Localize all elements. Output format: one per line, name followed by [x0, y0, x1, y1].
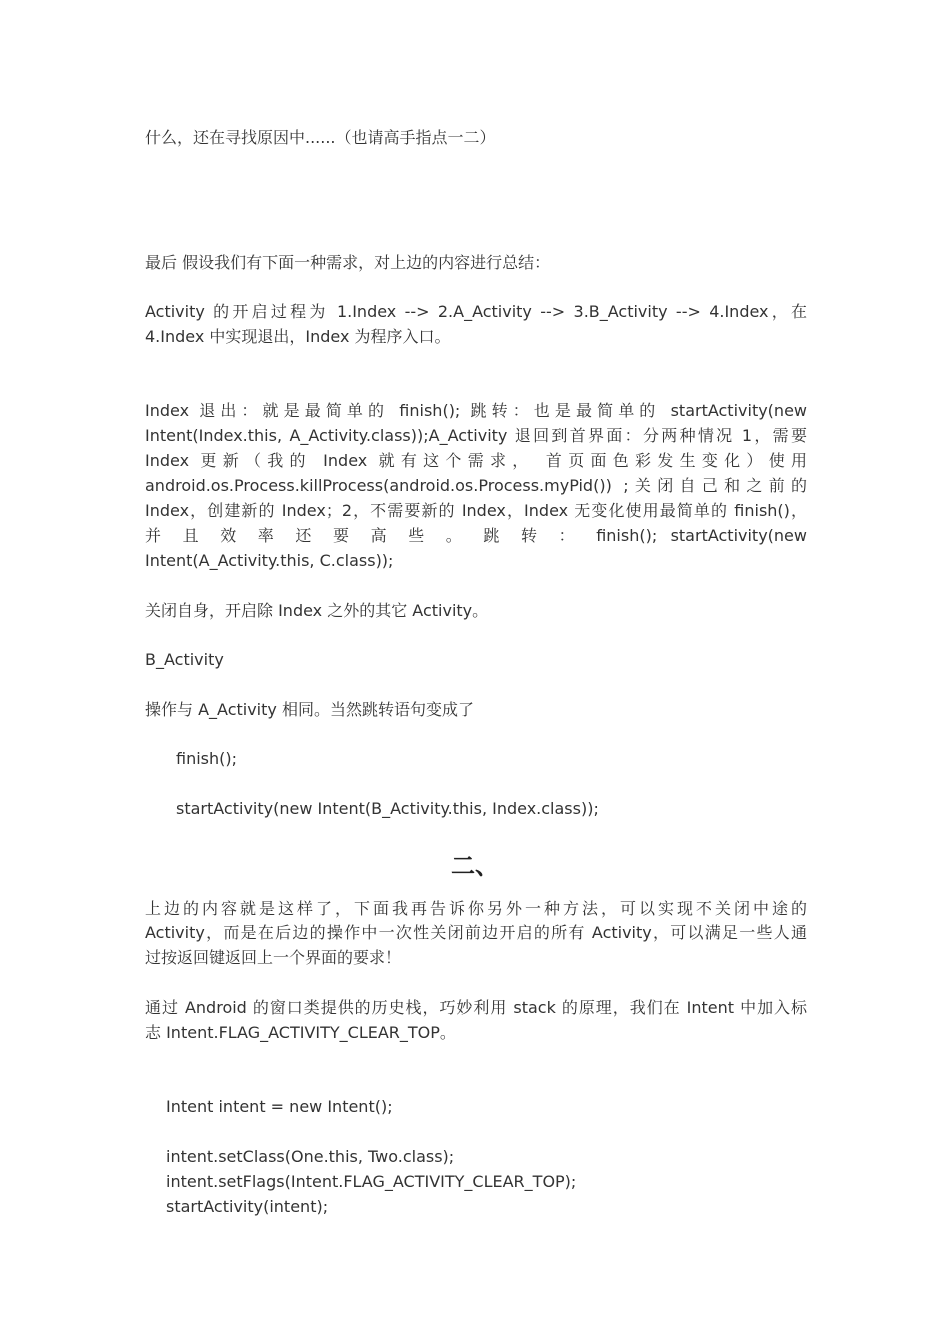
paragraph-line: 上边的内容就是这样了，下面我再告诉你另外一种方法，可以实现不关闭中途的 — [145, 899, 807, 918]
paragraph-line: 过按返回键返回上一个界面的要求！ — [145, 948, 402, 967]
code-line: intent.setFlags(Intent.FLAG_ACTIVITY_CLEAR_TOP); — [166, 1172, 577, 1191]
paragraph-line: Activity 的开启过程为 1.Index --> 2.A_Activity --> 3.B_Activity --> 4.Index，在 — [145, 302, 807, 321]
paragraph-line: 通过 Android 的窗口类提供的历史栈，巧妙利用 stack 的原理，我们在 Intent 中加入标 — [145, 998, 807, 1017]
paragraph-line: Intent(Index.this, A_Activity.class));A_Activity 退回到首界面：分两种情况 1，需要 — [145, 426, 807, 445]
section-heading: 二、 — [451, 851, 499, 880]
code-line: startActivity(intent); — [166, 1197, 329, 1216]
paragraph-line: 并 且 效 率 还 要 高 些 。 跳 转 ： finish(); startActivity(new — [145, 526, 807, 545]
paragraph-line: Intent(A_Activity.this, C.class)); — [145, 551, 394, 570]
paragraph-line: Index 退出：就是最简单的 finish(); 跳转：也是最简单的 startActivity(new — [145, 401, 807, 420]
code-line: intent.setClass(One.this, Two.class); — [166, 1147, 455, 1166]
paragraph-line: Index 更新（我的 Index 就有这个需求， 首页面色彩发生变化）使用 — [145, 451, 807, 470]
paragraph-line: 什么，还在寻找原因中......（也请高手指点一二） — [145, 128, 496, 147]
paragraph-line: Index，创建新的 Index；2，不需要新的 Index，Index 无变化使用最简单的 finish()， — [145, 501, 807, 520]
paragraph-line: Activity，而是在后边的操作中一次性关闭前边开启的所有 Activity，可以满足一些人通 — [145, 923, 807, 942]
paragraph-line: 关闭自身，开启除 Index 之外的其它 Activity。 — [145, 601, 489, 620]
paragraph-line: 操作与 A_Activity 相同。当然跳转语句变成了 — [145, 700, 474, 719]
code-line: finish(); — [176, 749, 238, 768]
paragraph-line: 志 Intent.FLAG_ACTIVITY_CLEAR_TOP。 — [145, 1023, 456, 1042]
paragraph-line: 最后 假设我们有下面一种需求，对上边的内容进行总结： — [145, 253, 551, 272]
paragraph-line: android.os.Process.killProcess(android.os.Process.myPid()) ;关闭自己和之前的 — [145, 476, 807, 495]
paragraph-line: 4.Index 中实现退出，Index 为程序入口。 — [145, 327, 451, 346]
code-line: startActivity(new Intent(B_Activity.this, Index.class)); — [176, 799, 599, 818]
paragraph-line: B_Activity — [145, 650, 224, 669]
code-line: Intent intent = new Intent(); — [166, 1097, 393, 1116]
